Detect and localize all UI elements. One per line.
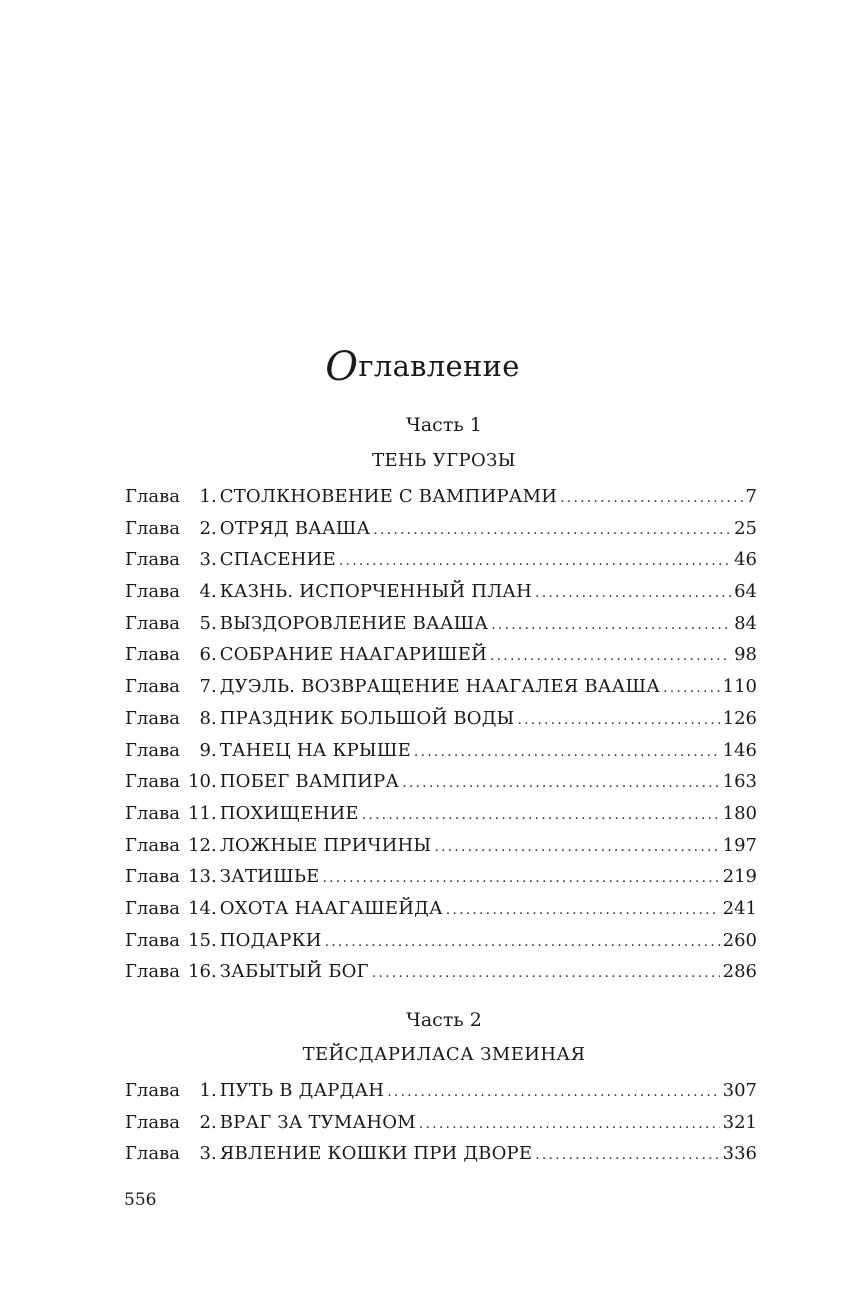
dot-leader (560, 490, 742, 506)
chapter-number: 15 (188, 929, 211, 951)
toc-entry (125, 486, 757, 518)
chapter-word: Глава (125, 486, 180, 507)
chapter-page: 7 (745, 486, 757, 507)
chapter-number-dot: . (211, 929, 217, 951)
chapter-word: Глава (125, 581, 180, 603)
toc-entry (125, 771, 757, 803)
chapter-word: Глава (125, 707, 180, 729)
chapter-page: 110 (722, 676, 757, 698)
chapter-page: 260 (722, 929, 757, 951)
chapter-title: СПАСЕНИЕ (219, 549, 336, 571)
dot-leader (535, 585, 731, 601)
chapter-number: 4 (199, 581, 211, 603)
chapter-number-dot: . (211, 486, 217, 507)
dot-leader (387, 1084, 719, 1100)
chapter-word: Глава (125, 1080, 180, 1101)
chapter-word: Глава (125, 961, 180, 983)
part-1-label: Часть 1 (406, 414, 482, 436)
dot-leader (419, 1116, 720, 1132)
chapter-title: ЗАБЫТЫЙ БОГ (219, 961, 369, 983)
chapter-number: 1 (199, 486, 211, 507)
chapter-page: 180 (722, 802, 757, 824)
toc-entry (125, 581, 757, 613)
chapter-title: ПОДАРКИ (219, 929, 322, 951)
chapter-page: 336 (722, 1143, 757, 1165)
chapter-number-dot: . (211, 517, 217, 539)
chapter-number: 7 (199, 676, 211, 698)
chapter-page: 146 (722, 739, 757, 761)
chapter-word: Глава (125, 897, 180, 919)
chapter-word: Глава (125, 802, 180, 824)
chapter-number: 1 (199, 1080, 211, 1101)
chapter-title: ТАНЕЦ НА КРЫШЕ (219, 739, 411, 761)
chapter-number-dot: . (211, 707, 217, 729)
chapter-page: 46 (734, 549, 757, 571)
chapter-number: 16 (188, 961, 211, 983)
toc-entry (125, 518, 757, 550)
dot-leader (362, 807, 720, 823)
title-initial: О (325, 344, 359, 390)
chapter-word: Глава (125, 771, 180, 793)
chapter-number-dot: . (211, 581, 217, 603)
toc-part-2 (125, 1080, 757, 1175)
toc-entry (125, 1143, 757, 1175)
chapter-word: Глава (125, 739, 180, 761)
toc-entry (125, 898, 757, 930)
dot-leader (323, 870, 720, 886)
toc-entry (125, 835, 757, 867)
chapter-number-dot: . (211, 1111, 217, 1133)
dot-leader (517, 712, 719, 728)
chapter-number: 6 (199, 644, 211, 666)
part-2-label: Часть 2 (406, 1009, 482, 1031)
chapter-word: Глава (125, 676, 180, 698)
dot-leader (535, 1147, 719, 1163)
chapter-word: Глава (125, 929, 180, 951)
toc-entry (125, 644, 757, 676)
chapter-number-dot: . (211, 961, 217, 983)
page-number: 556 (124, 1190, 157, 1210)
toc-entry (125, 866, 757, 898)
title-rest: главление (358, 349, 520, 383)
chapter-page: 163 (722, 771, 757, 793)
part-1-subtitle: ТЕНЬ УГРОЗЫ (372, 450, 516, 471)
toc-entry (125, 803, 757, 835)
chapter-number: 3 (199, 1143, 211, 1165)
chapter-number-dot: . (211, 897, 217, 919)
chapter-number-dot: . (211, 802, 217, 824)
toc-entry (125, 613, 757, 645)
toc-entry (125, 676, 757, 708)
chapter-word: Глава (125, 549, 180, 571)
chapter-title: ДУЭЛЬ. ВОЗВРАЩЕНИЕ НААГАЛЕЯ ВААША (219, 676, 661, 698)
chapter-page: 197 (722, 834, 757, 856)
chapter-word: Глава (125, 644, 180, 666)
chapter-number: 3 (199, 549, 211, 571)
chapter-title: ВЫЗДОРОВЛЕНИЕ ВААША (219, 612, 489, 634)
chapter-page: 307 (722, 1080, 757, 1101)
dot-leader (325, 934, 720, 950)
part-2-subtitle: ТЕЙСДАРИЛАСА ЗМЕИНАЯ (302, 1044, 586, 1065)
chapter-page: 241 (722, 897, 757, 919)
chapter-number-dot: . (211, 612, 217, 634)
toc-entry (125, 930, 757, 962)
toc-entry (125, 1080, 757, 1112)
dot-leader (491, 617, 731, 633)
chapter-number: 10 (188, 771, 211, 793)
chapter-number-dot: . (211, 739, 217, 761)
chapter-title: ЛОЖНЫЕ ПРИЧИНЫ (219, 834, 432, 856)
chapter-title: КАЗНЬ. ИСПОРЧЕННЫЙ ПЛАН (219, 581, 533, 603)
dot-leader (434, 839, 719, 855)
chapter-number: 11 (188, 802, 211, 824)
chapter-word: Глава (125, 612, 180, 634)
page-title (0, 344, 845, 390)
chapter-number-dot: . (211, 866, 217, 888)
chapter-page: 64 (734, 581, 757, 603)
chapter-number: 12 (188, 834, 211, 856)
chapter-title: СОБРАНИЕ НААГАРИШЕЙ (219, 644, 487, 666)
dot-leader (446, 902, 720, 918)
chapter-word: Глава (125, 834, 180, 856)
chapter-page: 98 (734, 644, 757, 666)
chapter-number: 8 (199, 707, 211, 729)
chapter-number: 14 (188, 897, 211, 919)
chapter-number: 2 (199, 517, 211, 539)
chapter-title: ВРАГ ЗА ТУМАНОМ (219, 1111, 416, 1133)
chapter-number: 2 (199, 1111, 211, 1133)
chapter-number-dot: . (211, 1143, 217, 1165)
dot-leader (372, 965, 720, 981)
chapter-title: ПОХИЩЕНИЕ (219, 802, 359, 824)
chapter-page: 25 (734, 517, 757, 539)
chapter-number: 9 (199, 739, 211, 761)
chapter-title: ЯВЛЕНИЕ КОШКИ ПРИ ДВОРЕ (219, 1143, 533, 1165)
chapter-title: ОХОТА НААГАШЕЙДА (219, 897, 443, 919)
chapter-page: 219 (722, 866, 757, 888)
chapter-page: 84 (734, 612, 757, 634)
chapter-number-dot: . (211, 644, 217, 666)
toc-entry (125, 740, 757, 772)
chapter-title: ПУТЬ В ДАРДАН (219, 1080, 385, 1101)
chapter-number-dot: . (211, 834, 217, 856)
dot-leader (402, 775, 719, 791)
chapter-number: 5 (199, 612, 211, 634)
chapter-page: 286 (722, 961, 757, 983)
chapter-number-dot: . (211, 771, 217, 793)
chapter-word: Глава (125, 517, 180, 539)
toc-entry (125, 1112, 757, 1144)
chapter-page: 321 (722, 1111, 757, 1133)
chapter-number-dot: . (211, 676, 217, 698)
dot-leader (490, 648, 731, 664)
dot-leader (373, 522, 731, 538)
chapter-word: Глава (125, 1111, 180, 1133)
dot-leader (339, 553, 731, 569)
dot-leader (663, 680, 720, 696)
toc-part-1 (125, 486, 757, 993)
chapter-title: ПОБЕГ ВАМПИРА (219, 771, 400, 793)
chapter-word: Глава (125, 866, 180, 888)
chapter-title: ЗАТИШЬЕ (219, 866, 320, 888)
chapter-number-dot: . (211, 549, 217, 571)
toc-entry (125, 549, 757, 581)
chapter-title: ПРАЗДНИК БОЛЬШОЙ ВОДЫ (219, 707, 515, 729)
toc-entry (125, 961, 757, 993)
toc-entry (125, 708, 757, 740)
chapter-title: СТОЛКНОВЕНИЕ С ВАМПИРАМИ (219, 486, 558, 507)
chapter-number-dot: . (211, 1080, 217, 1101)
chapter-title: ОТРЯД ВААША (219, 517, 371, 539)
chapter-page: 126 (722, 707, 757, 729)
dot-leader (414, 744, 720, 760)
chapter-number: 13 (188, 866, 211, 888)
chapter-word: Глава (125, 1143, 180, 1165)
